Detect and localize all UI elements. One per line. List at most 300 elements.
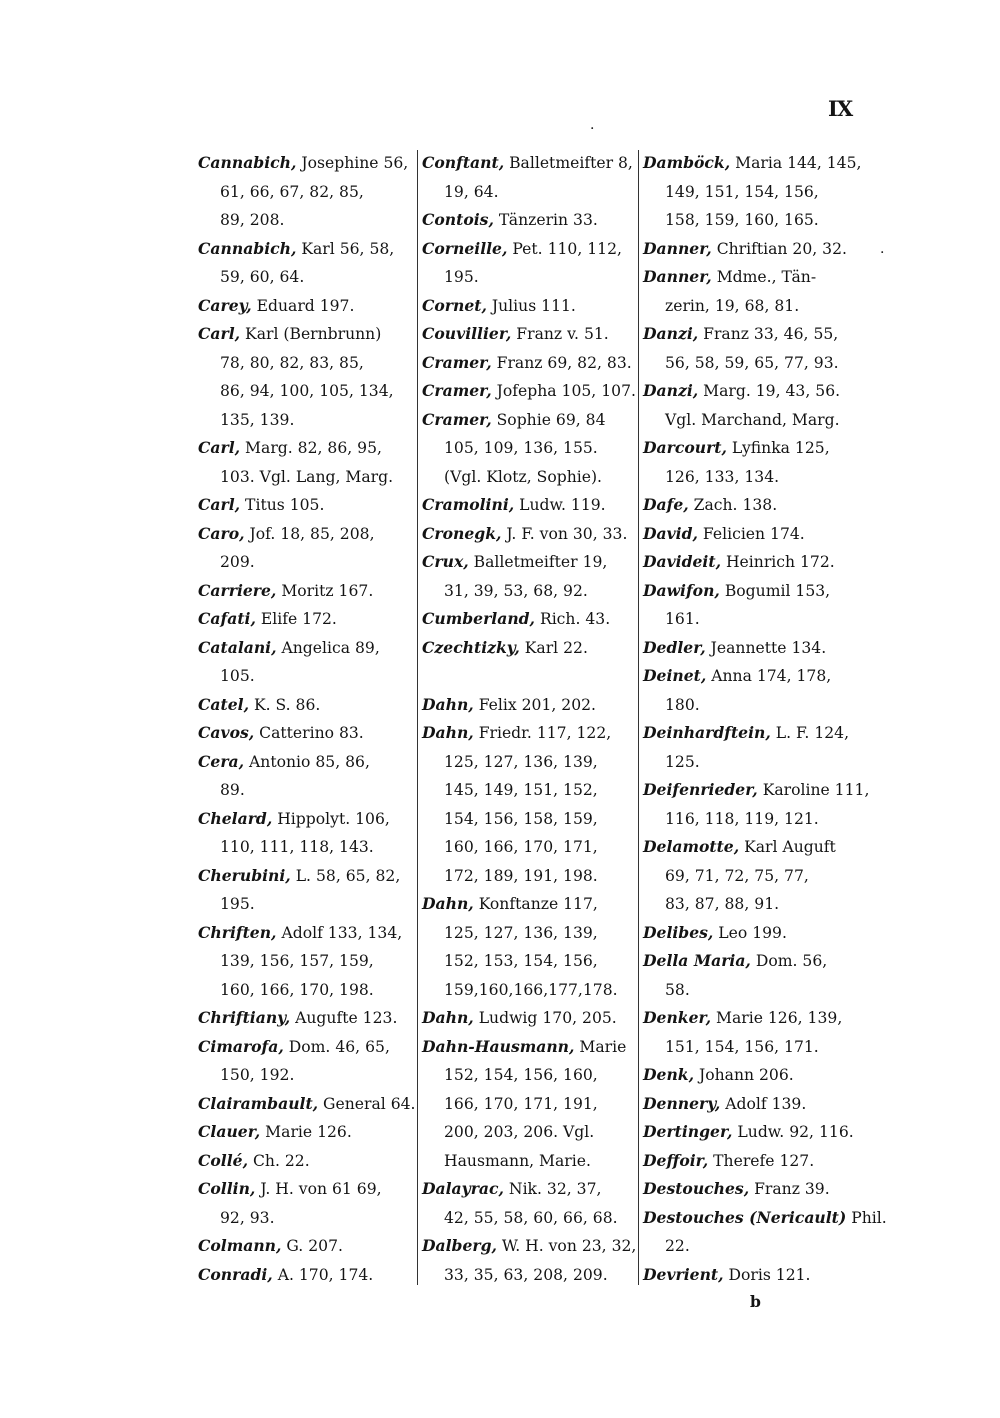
- entry-references: A. 170, 174.: [272, 1265, 374, 1284]
- index-entry-continuation: [643, 691, 861, 720]
- index-entry-continuation: [643, 292, 861, 321]
- index-entry-continuation: [198, 377, 416, 406]
- entry-name: Danner,: [643, 267, 712, 286]
- entry-references: 89, 208.: [220, 211, 285, 229]
- entry-name: Deinhardftein,: [643, 723, 771, 742]
- entry-name: Collin,: [198, 1179, 256, 1198]
- index-entry: [422, 605, 636, 634]
- index-entry: [198, 1232, 416, 1261]
- index-entry-continuation: [643, 862, 861, 891]
- entry-references: 172, 189, 191, 198.: [444, 866, 598, 885]
- index-entry: [198, 862, 416, 891]
- entry-references: W. H. von 23, 32,: [496, 1237, 637, 1255]
- entry-references: Ludwig 170, 205.: [473, 1009, 617, 1027]
- entry-name: Cramolini,: [422, 495, 515, 514]
- index-entry-continuation: [643, 1232, 861, 1261]
- entry-references: 160, 166, 170, 198.: [220, 980, 374, 999]
- index-entry: [643, 776, 870, 805]
- entry-references: Marg. 82, 86, 95,: [240, 439, 382, 457]
- entry-references: 59, 60, 64.: [220, 268, 305, 286]
- entry-references: Ludw. 92, 116.: [732, 1123, 854, 1141]
- entry-name: Dalayrac,: [422, 1179, 504, 1198]
- column-rule-right: [638, 150, 639, 1285]
- page-number: IX: [828, 96, 853, 121]
- index-entry: [643, 377, 861, 406]
- entry-name: Dahn,: [422, 1008, 474, 1027]
- entry-references: 159,160,166,177,178.: [444, 980, 618, 999]
- entry-name: Cannabich,: [198, 238, 297, 258]
- index-entry-continuation: [422, 748, 636, 777]
- entry-references: Angelica 89,: [276, 638, 380, 657]
- index-entry-continuation: [422, 434, 636, 463]
- entry-name: Carl,: [198, 438, 241, 457]
- entry-references: 22.: [665, 1237, 690, 1255]
- index-entry: [643, 1118, 861, 1147]
- entry-name: Danner,: [643, 238, 712, 258]
- entry-name: Devrient,: [643, 1264, 724, 1284]
- index-entry-continuation: [422, 947, 636, 976]
- index-entry: [198, 320, 416, 349]
- entry-references: 125, 127, 136, 139,: [444, 752, 598, 771]
- entry-references: 92, 93.: [220, 1208, 275, 1227]
- entry-references: 125.: [665, 752, 700, 771]
- entry-references: Marie: [574, 1037, 627, 1056]
- entry-name: Dalberg,: [422, 1236, 497, 1255]
- entry-references: L. 58, 65, 82,: [290, 866, 401, 885]
- index-entry: [422, 149, 636, 178]
- entry-references: Therefe 127.: [708, 1151, 815, 1170]
- entry-name: Deinet,: [643, 666, 707, 685]
- index-entry: [198, 577, 416, 606]
- entry-references: Rich. 43.: [535, 610, 611, 628]
- entry-references: Mdme., Tän-: [711, 268, 817, 286]
- index-entry-continuation: [198, 263, 416, 292]
- entry-references: Karl 56, 58,: [296, 239, 395, 258]
- entry-references: Friedr. 117, 122,: [473, 724, 612, 742]
- index-entry-continuation: [643, 178, 861, 207]
- entry-references: 161.: [665, 610, 700, 628]
- entry-name: Chriften,: [198, 922, 277, 942]
- entry-references: 86, 94, 100, 105, 134,: [220, 382, 394, 400]
- entry-references: Franz v. 51.: [511, 325, 609, 343]
- index-entry-continuation: [643, 463, 861, 492]
- entry-references: Hippolyt. 106,: [272, 809, 390, 828]
- index-entry: [422, 206, 636, 235]
- entry-references: Jofepha 105, 107.: [491, 382, 636, 400]
- entry-references: Marie 126.: [260, 1123, 352, 1141]
- index-entry-continuation: [198, 178, 416, 207]
- entry-references: Moritz 167.: [276, 581, 374, 600]
- entry-name: Danzi,: [643, 324, 699, 343]
- index-entry: [643, 1147, 861, 1176]
- entry-references: Felicien 174.: [697, 524, 805, 543]
- entry-name: Delamotte,: [643, 837, 740, 856]
- stray-mark: ·: [590, 121, 595, 137]
- entry-references: 42, 55, 58, 60, 66, 68.: [444, 1208, 618, 1227]
- entry-name: Dawifon,: [643, 580, 720, 600]
- entry-name: Catalani,: [198, 637, 277, 657]
- entry-references: Chriftian 20, 32.: [711, 239, 847, 258]
- index-entry-continuation: [198, 662, 416, 691]
- entry-references: 78, 80, 82, 83, 85,: [220, 353, 364, 372]
- entry-name: Dafe,: [643, 495, 689, 514]
- index-entry-continuation: [643, 1033, 861, 1062]
- index-entry-continuation: [643, 748, 861, 777]
- entry-references: Konftanze 117,: [473, 895, 598, 913]
- entry-name: Denk,: [643, 1065, 695, 1084]
- entry-references: 158, 159, 160, 165.: [665, 211, 819, 229]
- index-entry-continuation: [643, 890, 861, 919]
- entry-references: J. F. von 30, 33.: [501, 524, 628, 543]
- entry-references: 58.: [665, 980, 690, 999]
- entry-name: Dedler,: [643, 637, 706, 657]
- index-entry: [422, 406, 636, 435]
- entry-references: Balletmeifter 8,: [504, 154, 633, 172]
- entry-references: 166, 170, 171, 191,: [444, 1094, 598, 1113]
- index-entry-continuation: [643, 976, 861, 1005]
- index-entry: [198, 149, 416, 178]
- entry-references: 149, 151, 154, 156,: [665, 182, 819, 201]
- entry-name: David,: [643, 523, 698, 543]
- entry-references: 33, 35, 63, 208, 209.: [444, 1265, 608, 1284]
- entry-references: 61, 66, 67, 82, 85,: [220, 182, 364, 201]
- entry-references: Jeannette 134.: [705, 638, 827, 657]
- entry-references: 152, 153, 154, 156,: [444, 952, 598, 970]
- entry-references: 125, 127, 136, 139,: [444, 923, 598, 942]
- entry-name: Dennery,: [643, 1093, 721, 1113]
- index-entry-continuation: [422, 263, 636, 292]
- entry-references: Hausmann, Marie.: [444, 1151, 591, 1170]
- index-entry-continuation: [422, 1147, 636, 1176]
- entry-name: Cherubini,: [198, 865, 291, 885]
- entry-name: Della Maria,: [643, 951, 751, 970]
- entry-name: Cannabich,: [198, 153, 297, 172]
- entry-references: Adolf 133, 134,: [276, 923, 403, 942]
- index-entry-continuation: [422, 919, 636, 948]
- entry-name: Darcourt,: [643, 438, 727, 457]
- index-entry: [422, 719, 636, 748]
- index-entry-continuation: [198, 463, 416, 492]
- entry-references: Titus 105.: [240, 496, 325, 514]
- entry-references: Phil.: [846, 1208, 887, 1227]
- entry-name: Dahn,: [422, 723, 474, 742]
- entry-references: Maria 144, 145,: [730, 154, 862, 172]
- entry-name: Dahn-Hausmann,: [422, 1036, 575, 1056]
- entry-name: Chelard,: [198, 808, 273, 828]
- entry-references: Adolf 139.: [720, 1094, 807, 1113]
- entry-references: Ch. 22.: [248, 1151, 310, 1170]
- index-entry: [198, 805, 416, 834]
- entry-references: Doris 121.: [723, 1265, 811, 1284]
- entry-references: 69, 71, 72, 75, 77,: [665, 866, 809, 885]
- entry-references: 126, 133, 134.: [665, 467, 780, 486]
- index-entry: [198, 1090, 416, 1119]
- entry-references: Sophie 69, 84: [491, 410, 606, 429]
- entry-references: Balletmeifter 19,: [468, 553, 608, 571]
- entry-references: Felix 201, 202.: [473, 695, 597, 714]
- entry-references: Ludw. 119.: [514, 496, 606, 514]
- index-entry-continuation: [198, 833, 416, 862]
- entry-references: 195.: [444, 268, 479, 286]
- entry-references: Johann 206.: [694, 1066, 794, 1084]
- entry-references: Josephine 56,: [296, 154, 409, 172]
- index-entry: [198, 491, 416, 520]
- entry-name: Destouches (Nericault): [643, 1207, 847, 1227]
- entry-references: Bogumil 153,: [719, 581, 831, 600]
- entry-references: 31, 39, 53, 68, 92.: [444, 581, 588, 600]
- entry-references: Pet. 110, 112,: [507, 239, 622, 258]
- entry-references: Karoline 111,: [757, 781, 870, 799]
- index-column-1: [198, 149, 416, 1289]
- index-entry: [198, 605, 416, 634]
- index-entry-continuation: [643, 605, 861, 634]
- index-entry: [422, 548, 636, 577]
- index-entry: [643, 577, 861, 606]
- index-entry-continuation: [422, 577, 636, 606]
- index-entry-continuation: [198, 548, 416, 577]
- entry-name: Cramer,: [422, 381, 492, 400]
- index-entry-continuation: [422, 1090, 636, 1119]
- entry-references: 135, 139.: [220, 410, 295, 429]
- index-entry: [643, 1090, 861, 1119]
- index-entry-continuation: [198, 776, 416, 805]
- entry-references: Antonio 85, 86,: [244, 752, 370, 771]
- entry-name: Chriftiany,: [198, 1008, 291, 1027]
- index-entry-continuation: [198, 349, 416, 378]
- entry-references: Catterino 83.: [254, 724, 364, 742]
- entry-name: Carriere,: [198, 580, 277, 600]
- index-entry: [422, 691, 636, 720]
- entry-references: Jof. 18, 85, 208,: [244, 524, 375, 543]
- entry-name: Clairambault,: [198, 1093, 319, 1113]
- entry-name: Cramer,: [422, 409, 492, 429]
- entry-references: Tänzerin 33.: [493, 211, 598, 229]
- entry-references: 200, 203, 206. Vgl.: [444, 1123, 595, 1141]
- entry-name: Couvillier,: [422, 324, 512, 343]
- index-entry: [643, 1261, 861, 1290]
- entry-references: (Vgl. Klotz, Sophie).: [444, 467, 603, 486]
- entry-name: Clauer,: [198, 1122, 261, 1141]
- index-entry-continuation: [198, 1061, 416, 1090]
- entry-references: L. F. 124,: [770, 724, 850, 742]
- index-entry: [643, 634, 861, 663]
- entry-references: K. S. 86.: [249, 695, 321, 714]
- index-entry-continuation: [422, 463, 636, 492]
- entry-references: 19, 64.: [444, 182, 499, 201]
- index-entry: [198, 1175, 416, 1204]
- index-entry: [643, 662, 861, 691]
- index-entry: [643, 1004, 861, 1033]
- entry-references: 103. Vgl. Lang, Marg.: [220, 467, 394, 486]
- entry-name: Collé,: [198, 1150, 249, 1170]
- entry-name: Damböck,: [643, 153, 731, 172]
- index-entry-continuation: [422, 976, 636, 1005]
- index-entry: [198, 520, 416, 549]
- entry-references: Elife 172.: [255, 610, 337, 628]
- entry-references: G. 207.: [281, 1237, 343, 1255]
- index-entry: [643, 833, 861, 862]
- entry-name: Carl,: [198, 495, 241, 514]
- index-entry: [643, 320, 861, 349]
- index-entry: [422, 1004, 636, 1033]
- index-entry: [422, 292, 636, 321]
- entry-references: Zach. 138.: [688, 496, 778, 514]
- entry-name: Dahn,: [422, 694, 474, 714]
- entry-name: Delibes,: [643, 922, 714, 942]
- entry-references: 89.: [220, 781, 245, 799]
- entry-name: Conftant,: [422, 153, 505, 172]
- index-entry: [643, 719, 861, 748]
- index-entry: [643, 1061, 861, 1090]
- entry-name: Dahn,: [422, 894, 474, 913]
- index-entry-continuation: [422, 178, 636, 207]
- entry-references: Leo 199.: [713, 923, 787, 942]
- index-entry: [198, 719, 416, 748]
- index-entry-continuation: [198, 406, 416, 435]
- index-entry: [422, 634, 636, 663]
- index-entry: [643, 520, 861, 549]
- index-entry-continuation: [643, 349, 861, 378]
- index-entry: [198, 634, 416, 663]
- index-column-2: [422, 149, 636, 1289]
- entry-name: Conradi,: [198, 1264, 273, 1284]
- entry-references: 83, 87, 88, 91.: [665, 895, 780, 913]
- index-entry: [643, 1204, 887, 1233]
- entry-references: Anna 174, 178,: [706, 667, 832, 685]
- index-entry-continuation: [422, 862, 636, 891]
- index-entry-continuation: [422, 776, 636, 805]
- entry-references: 145, 149, 151, 152,: [444, 781, 598, 799]
- entry-name: Carl,: [198, 324, 241, 343]
- index-entry: [422, 662, 636, 691]
- entry-name: Cafati,: [198, 609, 256, 628]
- index-entry: [422, 349, 636, 378]
- index-entry: [198, 292, 416, 321]
- entry-name: Corneille,: [422, 238, 508, 258]
- index-entry-continuation: [643, 406, 861, 435]
- index-entry: [198, 1147, 416, 1176]
- index-entry: [198, 1033, 416, 1062]
- index-entry: [643, 149, 861, 178]
- index-entry: [643, 491, 861, 520]
- index-entry: [643, 1175, 861, 1204]
- index-entry: [643, 548, 861, 577]
- index-entry-continuation: [422, 805, 636, 834]
- index-entry-continuation: [198, 947, 416, 976]
- entry-references: 139, 156, 157, 159,: [220, 952, 374, 970]
- entry-name: Cumberland,: [422, 609, 535, 628]
- stray-mark: ·: [880, 245, 885, 261]
- index-entry-continuation: [422, 1118, 636, 1147]
- entry-references: Marg. 19, 43, 56.: [698, 382, 841, 400]
- entry-references: 110, 111, 118, 143.: [220, 838, 374, 856]
- entry-name: Cramer,: [422, 352, 492, 372]
- entry-name: Destouches,: [643, 1179, 750, 1198]
- signature-mark: b: [750, 1292, 761, 1311]
- entry-references: General 64.: [318, 1094, 416, 1113]
- index-entry-continuation: [198, 1204, 416, 1233]
- entry-references: 154, 156, 158, 159,: [444, 809, 598, 828]
- entry-name: Davideit,: [643, 552, 721, 571]
- index-entry-continuation: [198, 890, 416, 919]
- entry-references: Dom. 46, 65,: [283, 1037, 390, 1056]
- entry-name: Caro,: [198, 523, 245, 543]
- entry-references: Karl 22.: [519, 638, 588, 657]
- index-entry: [422, 1175, 636, 1204]
- index-entry: [198, 434, 416, 463]
- entry-references: 105, 109, 136, 155.: [444, 439, 598, 457]
- index-entry-continuation: [422, 1204, 636, 1233]
- entry-references: Julius 111.: [486, 296, 576, 315]
- index-entry: [643, 235, 861, 264]
- index-entry: [422, 520, 636, 549]
- index-entry-continuation: [198, 976, 416, 1005]
- entry-name: Cronegk,: [422, 523, 502, 543]
- entry-name: Deifenrieder,: [643, 780, 758, 799]
- index-entry: [422, 1033, 636, 1062]
- entry-references: 180.: [665, 695, 700, 714]
- index-entry: [643, 947, 861, 976]
- entry-name: Carey,: [198, 295, 252, 315]
- index-entry-continuation: [422, 1061, 636, 1090]
- index-entry: [198, 1004, 416, 1033]
- entry-references: Franz 39.: [749, 1180, 830, 1198]
- index-entry: [198, 748, 416, 777]
- entry-name: Cavos,: [198, 723, 255, 742]
- entry-references: 105.: [220, 667, 255, 685]
- entry-references: 160, 166, 170, 171,: [444, 838, 598, 856]
- entry-references: 195.: [220, 895, 255, 913]
- entry-references: Franz 69, 82, 83.: [491, 353, 632, 372]
- index-entry-continuation: [198, 206, 416, 235]
- index-entry: [422, 377, 636, 406]
- index-entry: [198, 919, 416, 948]
- entry-name: Crux,: [422, 552, 469, 571]
- entry-references: Marie 126, 139,: [711, 1009, 843, 1027]
- column-rule-left: [417, 150, 418, 1285]
- entry-references: Eduard 197.: [251, 296, 355, 315]
- index-entry-continuation: [643, 805, 861, 834]
- entry-name: Czechtizky,: [422, 637, 520, 657]
- entry-references: Vgl. Marchand, Marg.: [665, 410, 840, 429]
- entry-references: 152, 154, 156, 160,: [444, 1066, 598, 1084]
- entry-name: Cimarofa,: [198, 1036, 284, 1056]
- entry-name: Dertinger,: [643, 1122, 733, 1141]
- entry-name: Colmann,: [198, 1236, 282, 1255]
- index-entry: [198, 691, 416, 720]
- index-entry: [422, 235, 636, 264]
- entry-references: J. H. von 61 69,: [255, 1180, 382, 1198]
- index-entry: [643, 919, 861, 948]
- index-entry: [643, 434, 861, 463]
- entry-references: Franz 33, 46, 55,: [698, 325, 839, 343]
- entry-references: 209.: [220, 553, 255, 571]
- entry-references: Dom. 56,: [750, 952, 828, 970]
- index-entry: [422, 491, 636, 520]
- entry-references: 56, 58, 59, 65, 77, 93.: [665, 353, 839, 372]
- entry-name: Contois,: [422, 210, 494, 229]
- index-column-3: [643, 149, 887, 1289]
- entry-name: Deffoir,: [643, 1150, 709, 1170]
- entry-references: Karl Auguft: [739, 838, 836, 856]
- entry-name: Danzi,: [643, 381, 699, 400]
- index-entry-continuation: [422, 833, 636, 862]
- index-entry: [198, 1118, 416, 1147]
- index-entry: [643, 263, 861, 292]
- entry-name: Denker,: [643, 1008, 712, 1027]
- entry-references: Lyfinka 125,: [726, 439, 830, 457]
- entry-references: 150, 192.: [220, 1066, 295, 1084]
